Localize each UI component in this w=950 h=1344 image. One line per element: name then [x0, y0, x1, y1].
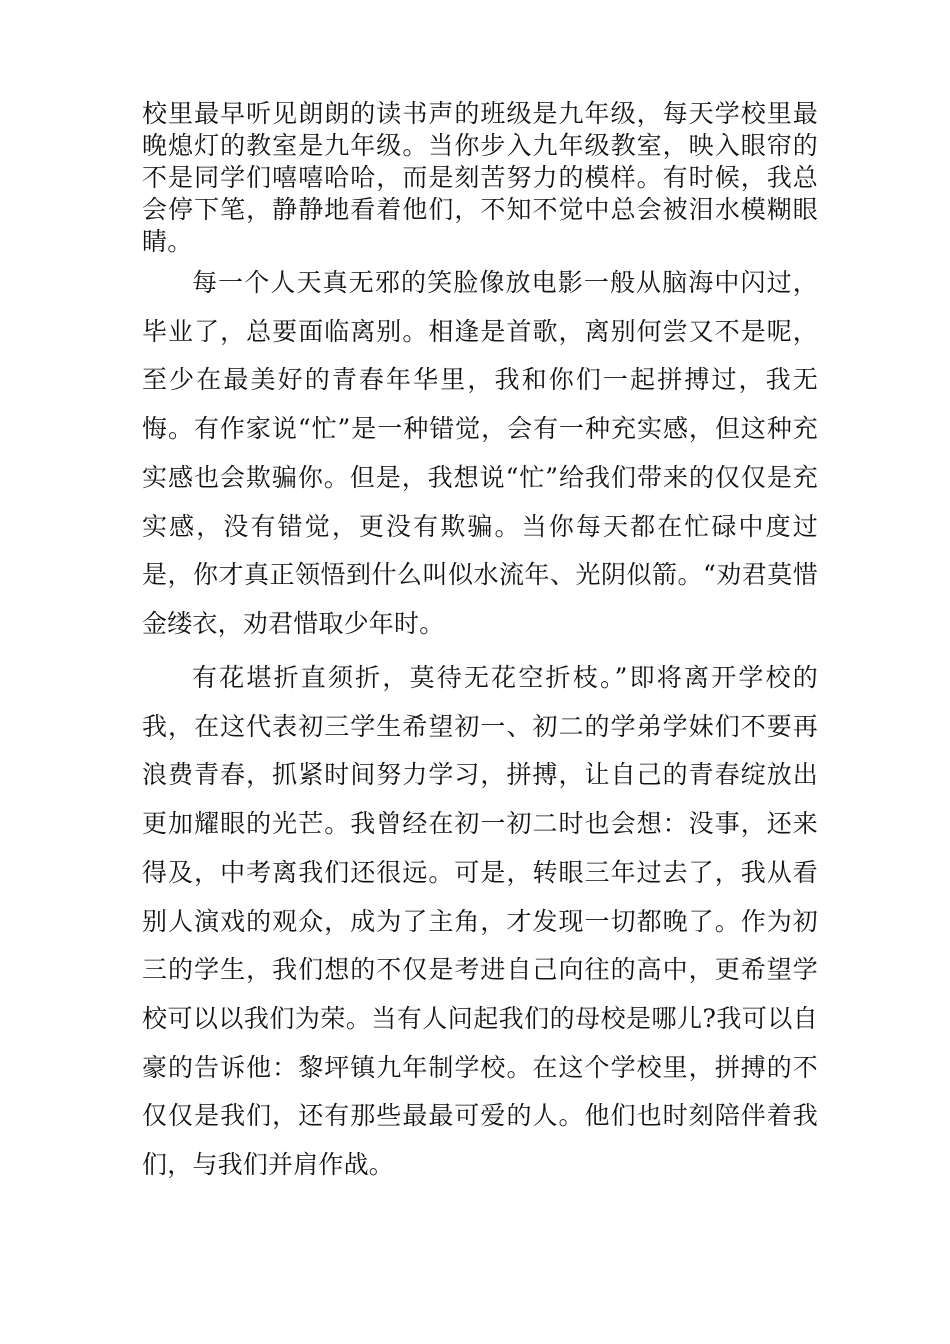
paragraph-3: 有花堪折直须折，莫待无花空折枝。”即将离开学校的我，在这代表初三学生希望初一、初二的学弟学妹们不要再浪费青春，抓紧时间努力学习，拼搏，让自己的青春绽放出更加耀眼的光芒。我曾经在初一初二时也会想：没事，还来得及，中考离我们还很远。可是，转眼三年过去了，我从看别人演戏的观众，成为了主角，才发现一切都晚了。作为初三的学生，我们想的不仅是考进自己向往的高中，更希望学校可以以我们为荣。当有人问起我们的母校是哪儿?我可以自豪的告诉他：黎坪镇九年制学校。在这个学校里，拼搏的不仅仅是我们，还有那些最最可爱的人。他们也时刻陪伴着我们，与我们并肩作战。 [142, 663, 818, 1180]
paragraph-1: 校里最早听见朗朗的读书声的班级是九年级，每天学校里最晚熄灯的教室是九年级。当你步入九年级教室，映入眼帘的不是同学们嘻嘻哈哈，而是刻苦努力的模样。有时候，我总会停下笔，静静地看着他们，不知不觉中总会被泪水模糊眼睛。 [142, 99, 818, 256]
paragraph-2: 每一个人天真无邪的笑脸像放电影一般从脑海中闪过，毕业了，总要面临离别。相逢是首歌，离别何尝又不是呢，至少在最美好的青春年华里，我和你们一起拼搏过，我无悔。有作家说“忙”是一种错觉，会有一种充实感，但这种充实感也会欺骗你。但是，我想说“忙”给我们带来的仅仅是充实感，没有错觉，更没有欺骗。当你每天都在忙碌中度过是，你才真正领悟到什么叫似水流年、光阴似箭。“劝君莫惜金缕衣，劝君惜取少年时。 [142, 268, 818, 638]
